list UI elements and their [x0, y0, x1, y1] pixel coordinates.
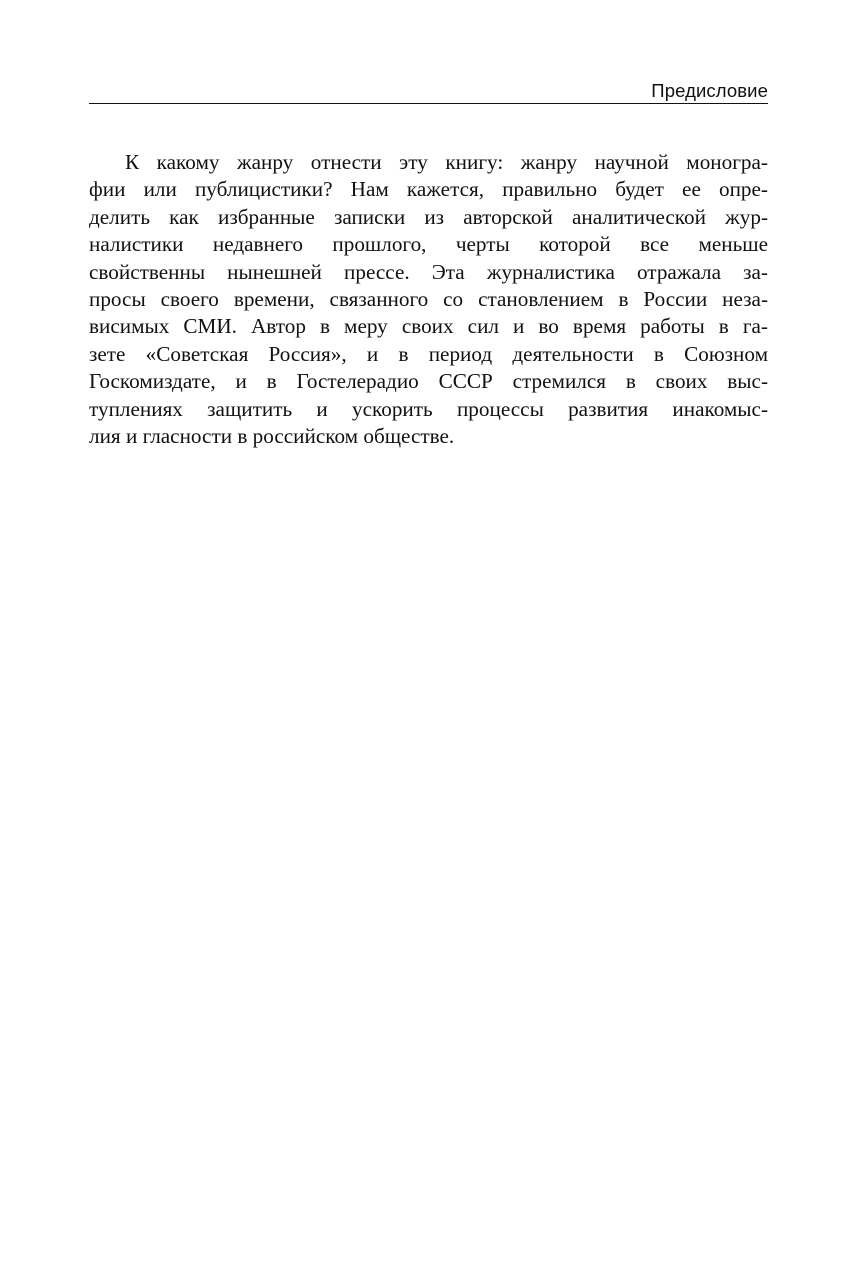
paragraph-line: делить как избранные записки из авторской аналитической жур-: [89, 204, 768, 229]
paragraph-line: лия и гласности в российском обществе.: [89, 423, 455, 448]
paragraph-line: зете «Советская Россия», и в период деятельности в Союзном: [89, 341, 768, 366]
running-title: Предисловие: [651, 80, 768, 101]
paragraph-line: К какому жанру отнести эту книгу: жанру научной моногра-: [125, 150, 768, 174]
paragraph-line: туплениях защитить и ускорить процессы развития инакомыс-: [89, 396, 768, 421]
paragraph-line: просы своего времени, связанного со становлением в России неза-: [89, 286, 768, 311]
paragraph-line: свойственны нынешней прессе. Эта журналистика отражала за-: [89, 259, 768, 284]
paragraph-line: висимых СМИ. Автор в меру своих сил и во время работы в га-: [89, 314, 768, 339]
paragraph-line: фии или публицистики? Нам кажется, правильно будет ее опре-: [89, 177, 768, 202]
paragraph-line: Госкомиздате, и в Гостелерадио СССР стремился в своих выс-: [89, 369, 768, 394]
running-header: [89, 80, 768, 104]
paragraph-line: налистики недавнего прошлого, черты которой все меньше: [89, 232, 768, 257]
body-paragraph: [89, 149, 768, 450]
